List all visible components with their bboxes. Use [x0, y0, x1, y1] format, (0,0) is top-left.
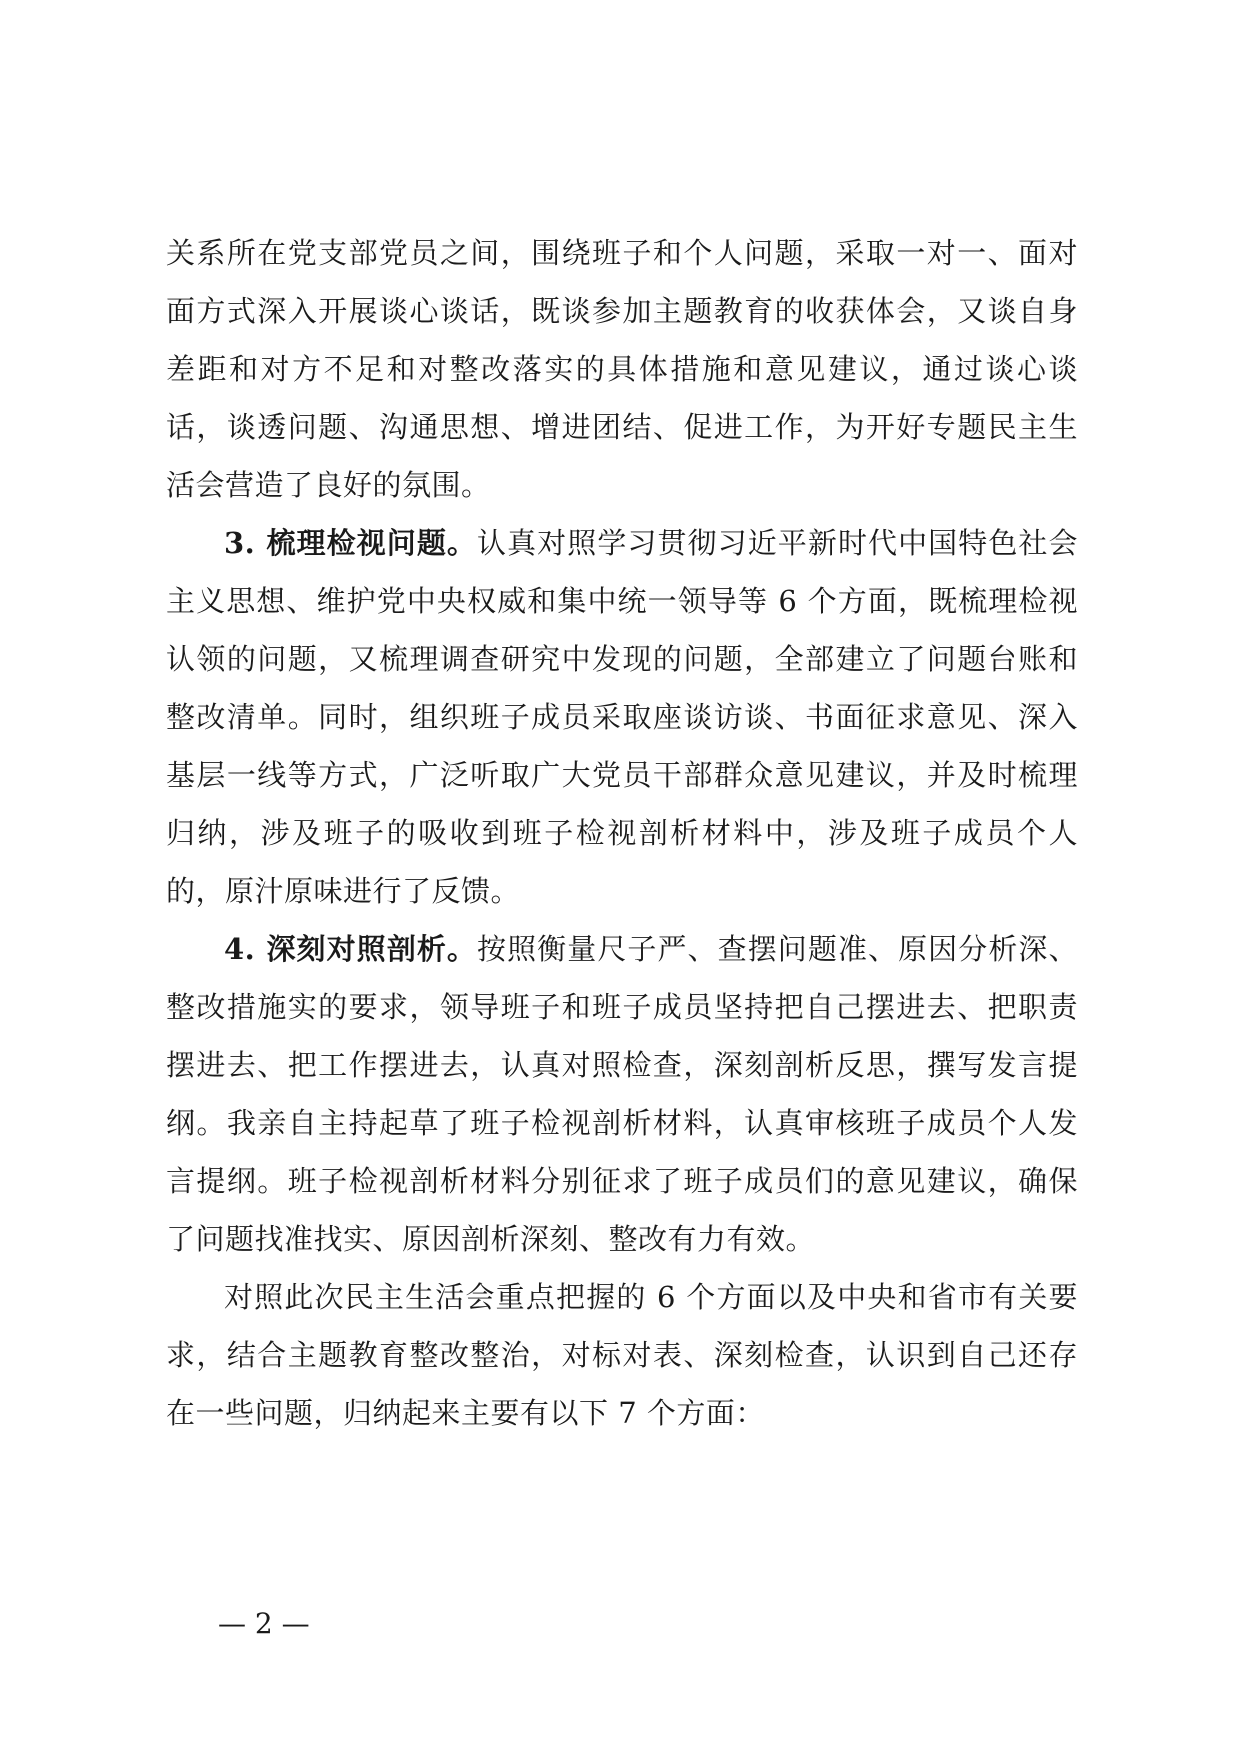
- section-heading: 3. 梳理检视问题。: [224, 526, 477, 560]
- paragraph-text: 对照此次民主生活会重点把握的 6 个方面以及中央和省市有关要求，结合主题教育整改整治，对标对表、深刻检查，认识到自己还存在一些问题，归纳起来主要有以下 7 个方面：: [166, 1280, 1078, 1430]
- page-number: — 2 —: [218, 1607, 310, 1640]
- paragraph-talk-continuation: [166, 224, 1078, 514]
- document-body: [166, 224, 1078, 1442]
- section-heading: 4. 深刻对照剖析。: [224, 932, 477, 966]
- paragraph-text: 按照衡量尺子严、查摆问题准、原因分析深、整改措施实的要求，领导班子和班子成员坚持把自己摆进去、把职责摆进去、把工作摆进去，认真对照检查，深刻剖析反思，撰写发言提纲。我亲自主持起草了班子检视剖析材料，认真审核班子成员个人发言提纲。班子检视剖析材料分别征求了班子成员们的意见建议，确保了问题找准找实、原因剖析深刻、整改有力有效。: [166, 932, 1078, 1256]
- paragraph-text: 关系所在党支部党员之间，围绕班子和个人问题，采取一对一、面对面方式深入开展谈心谈话，既谈参加主题教育的收获体会，又谈自身差距和对方不足和对整改落实的具体措施和意见建议，通过谈心谈话，谈透问题、沟通思想、增进团结、促进工作，为开好专题民主生活会营造了良好的氛围。: [166, 236, 1078, 502]
- paragraph-text: 认真对照学习贯彻习近平新时代中国特色社会主义思想、维护党中央权威和集中统一领导等 6 个方面，既梳理检视认领的问题，又梳理调查研究中发现的问题，全部建立了问题台账和整改清单。同时，组织班子成员采取座谈访谈、书面征求意见、深入基层一线等方式，广泛听取广大党员干部群众意见建议，并及时梳理归纳，涉及班子的吸收到班子检视剖析材料中，涉及班子成员个人的，原汁原味进行了反馈。: [166, 526, 1078, 908]
- paragraph-summary: [166, 1268, 1078, 1442]
- paragraph-section-3: [166, 514, 1078, 920]
- paragraph-section-4: [166, 920, 1078, 1268]
